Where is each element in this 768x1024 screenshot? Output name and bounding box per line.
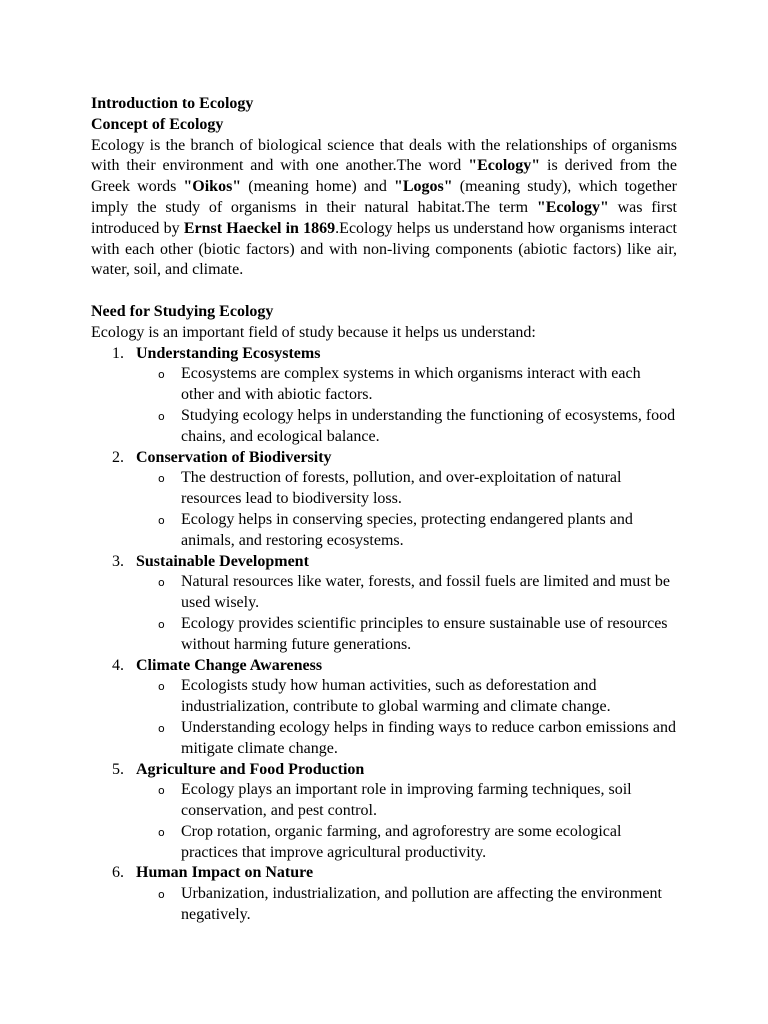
sub-point-list xyxy=(136,884,677,926)
sub-point-list xyxy=(136,780,677,863)
concept-heading: Concept of Ecology xyxy=(91,115,224,133)
sub-point xyxy=(136,468,677,510)
item-number: 5. xyxy=(112,760,124,778)
need-item xyxy=(91,344,677,448)
item-title: Understanding Ecosystems xyxy=(136,344,321,362)
item-number: 1. xyxy=(112,344,124,362)
paragraph-text: (meaning study), which together imply the study of organisms in their natural habitat.The term xyxy=(91,178,677,216)
document-title: Introduction to Ecology xyxy=(91,95,254,112)
item-number: 6. xyxy=(112,864,124,882)
sub-point-text: Ecosystems are complex systems in which organisms interact with each other and with abiotic factors. xyxy=(181,365,641,404)
emphasized-term: Ernst Haeckel in 1869 xyxy=(183,219,336,237)
need-item xyxy=(91,863,677,925)
paragraph-text: .Ecology helps us understand how organisms interact with each other (biotic factors) and with non-living components (abiotic factors) like air, water, soil, and climate. xyxy=(91,219,677,279)
hollow-bullet-icon: o xyxy=(158,784,165,798)
hollow-bullet-icon: o xyxy=(158,368,165,382)
hollow-bullet-icon: o xyxy=(158,721,165,735)
sub-point-list xyxy=(136,676,677,759)
sub-point-text: Crop rotation, organic farming, and agroforestry are some ecological practices that improve agricultural productivity. xyxy=(181,822,622,861)
emphasized-term: "Oikos" xyxy=(183,178,242,196)
sub-point xyxy=(136,406,677,448)
item-number: 3. xyxy=(112,552,124,570)
sub-point-text: The destruction of forests, pollution, and over-exploitation of natural resources lead to biodiversity loss. xyxy=(181,469,622,508)
emphasized-term: "Ecology" xyxy=(536,198,609,216)
item-title: Conservation of Biodiversity xyxy=(136,448,332,466)
sub-point xyxy=(136,364,677,406)
hollow-bullet-icon: o xyxy=(158,617,165,631)
sub-point xyxy=(136,822,677,864)
emphasized-term: "Ecology" xyxy=(468,157,541,175)
paragraph-text: Ecology is the branch of biological science that deals with the relationships of organisms with their environment and with one another.The word xyxy=(91,136,677,175)
need-item xyxy=(91,656,677,760)
sub-point-text: Understanding ecology helps in finding ways to reduce carbon emissions and mitigate climate change. xyxy=(181,718,676,757)
concept-paragraph xyxy=(91,136,677,282)
sub-point-text: Urbanization, industrialization, and pollution are affecting the environment negatively. xyxy=(181,885,662,924)
sub-point xyxy=(136,572,677,614)
paragraph-text: was first introduced by xyxy=(91,198,677,237)
need-item xyxy=(91,448,677,552)
sub-point-list xyxy=(136,468,677,551)
sub-point-list xyxy=(136,364,677,447)
sub-point xyxy=(136,780,677,822)
paragraph-text: is derived from the Greek words xyxy=(91,157,677,196)
item-title: Sustainable Development xyxy=(136,552,309,570)
paragraph-text: (meaning home) and xyxy=(241,178,394,196)
hollow-bullet-icon: o xyxy=(158,513,165,527)
sub-point-text: Ecologists study how human activities, such as deforestation and industrialization, contribute to global warming and climate change. xyxy=(181,677,611,716)
item-title: Climate Change Awareness xyxy=(136,656,323,674)
sub-point xyxy=(136,884,677,926)
sub-point-text: Ecology provides scientific principles to ensure sustainable use of resources without harming future generations. xyxy=(181,614,668,653)
hollow-bullet-icon: o xyxy=(158,680,165,694)
item-title: Agriculture and Food Production xyxy=(136,760,365,778)
sub-point xyxy=(136,676,677,718)
needs-list xyxy=(91,344,677,926)
item-number: 2. xyxy=(112,448,124,466)
item-title: Human Impact on Nature xyxy=(136,864,314,882)
need-item xyxy=(91,552,677,656)
hollow-bullet-icon: o xyxy=(158,576,165,590)
need-heading: Need for Studying Ecology xyxy=(91,302,274,320)
hollow-bullet-icon: o xyxy=(158,888,165,902)
hollow-bullet-icon: o xyxy=(158,472,165,486)
sub-point-text: Ecology plays an important role in improving farming techniques, soil conservation, and pest control. xyxy=(181,781,632,820)
sub-point-text: Ecology helps in conserving species, protecting endangered plants and animals, and restoring ecosystems. xyxy=(181,510,633,549)
sub-point xyxy=(136,718,677,760)
sub-point-list xyxy=(136,572,677,655)
hollow-bullet-icon: o xyxy=(158,409,165,423)
need-item xyxy=(91,760,677,864)
need-lead-text: Ecology is an important field of study because it helps us understand: xyxy=(91,323,536,341)
hollow-bullet-icon: o xyxy=(158,825,165,839)
document-page xyxy=(91,94,677,926)
sub-point xyxy=(136,614,677,656)
paragraph-spacer xyxy=(91,281,677,302)
emphasized-term: "Logos" xyxy=(393,178,453,196)
sub-point xyxy=(136,510,677,552)
sub-point-text: Natural resources like water, forests, and fossil fuels are limited and must be used wisely. xyxy=(181,573,670,612)
item-number: 4. xyxy=(112,656,124,674)
sub-point-text: Studying ecology helps in understanding the functioning of ecosystems, food chains, and ecological balance. xyxy=(181,406,676,445)
